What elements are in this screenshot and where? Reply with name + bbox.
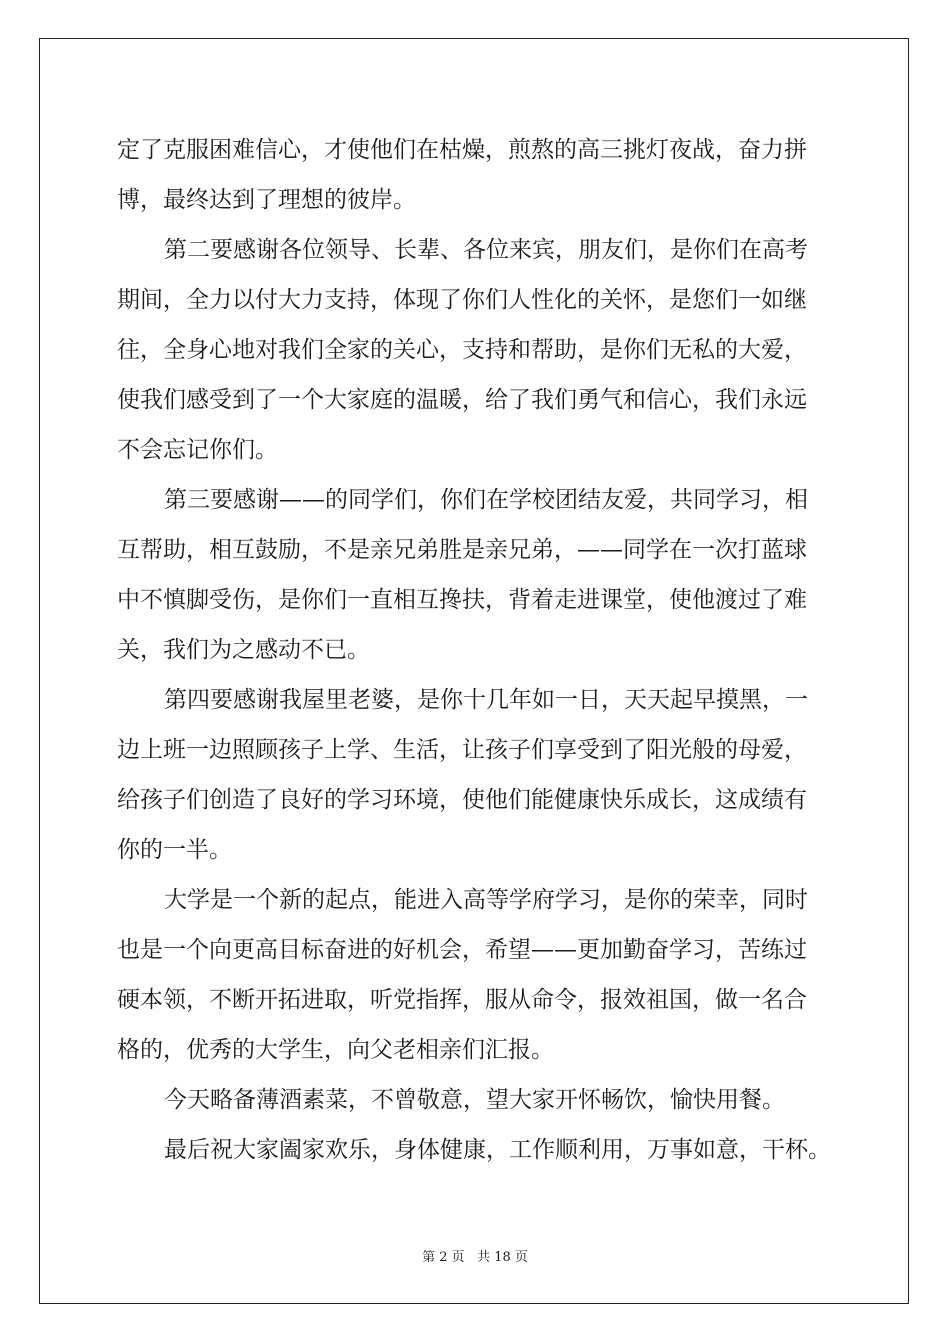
text-line: 你的一半。 [117,837,232,863]
text-line: 往，全身心地对我们全家的关心，支持和帮助，是你们无私的大爱， [117,337,807,363]
text-line: 最后祝大家阖家欢乐，身体健康，工作顺利用，万事如意，干杯。 [164,1137,831,1163]
text-line: 使我们感受到了一个大家庭的温暖，给了我们勇气和信心，我们永远 [117,387,807,413]
text-line: 硬本领，不断开拓进取，听党指挥，服从命令，报效祖国，做一名合 [117,987,807,1013]
text-line: 大学是一个新的起点，能进入高等学府学习，是你的荣幸，同时 [164,887,808,913]
text-line: 今天略备薄酒素菜，不曾敬意，望大家开怀畅饮，愉快用餐。 [164,1087,785,1113]
document-body [117,125,857,1175]
page-footer: 第 2 页 共 18 页 [422,1250,528,1265]
text-line: 也是一个向更高目标奋进的好机会，希望——更加勤奋学习，苦练过 [117,937,807,963]
text-line: 格的，优秀的大学生，向父老相亲们汇报。 [117,1037,554,1063]
text-line: 互帮助，相互鼓励，不是亲兄弟胜是亲兄弟，——同学在一次打蓝球 [117,537,807,563]
text-line: 中不慎脚受伤，是你们一直相互搀扶，背着走进课堂，使他渡过了难 [117,587,807,613]
text-line: 关，我们为之感动不已。 [117,637,370,663]
text-line: 第三要感谢——的同学们，你们在学校团结友爱，共同学习，相 [164,487,808,513]
text-line: 期间，全力以付大力支持，体现了你们人性化的关怀，是您们一如继 [117,287,807,313]
text-line: 博，最终达到了理想的彼岸。 [117,187,416,213]
text-line: 不会忘记你们。 [117,437,278,463]
text-line: 第四要感谢我屋里老婆，是你十几年如一日，天天起早摸黑，一 [164,687,808,713]
text-line: 边上班一边照顾孩子上学、生活，让孩子们享受到了阳光般的母爱， [117,737,807,763]
text-line: 给孩子们创造了良好的学习环境，使他们能健康快乐成长，这成绩有 [117,787,807,813]
text-line: 定了克服困难信心，才使他们在枯燥，煎熬的高三挑灯夜战，奋力拼 [117,137,807,163]
text-line: 第二要感谢各位领导、长辈、各位来宾，朋友们，是你们在高考 [164,237,808,263]
